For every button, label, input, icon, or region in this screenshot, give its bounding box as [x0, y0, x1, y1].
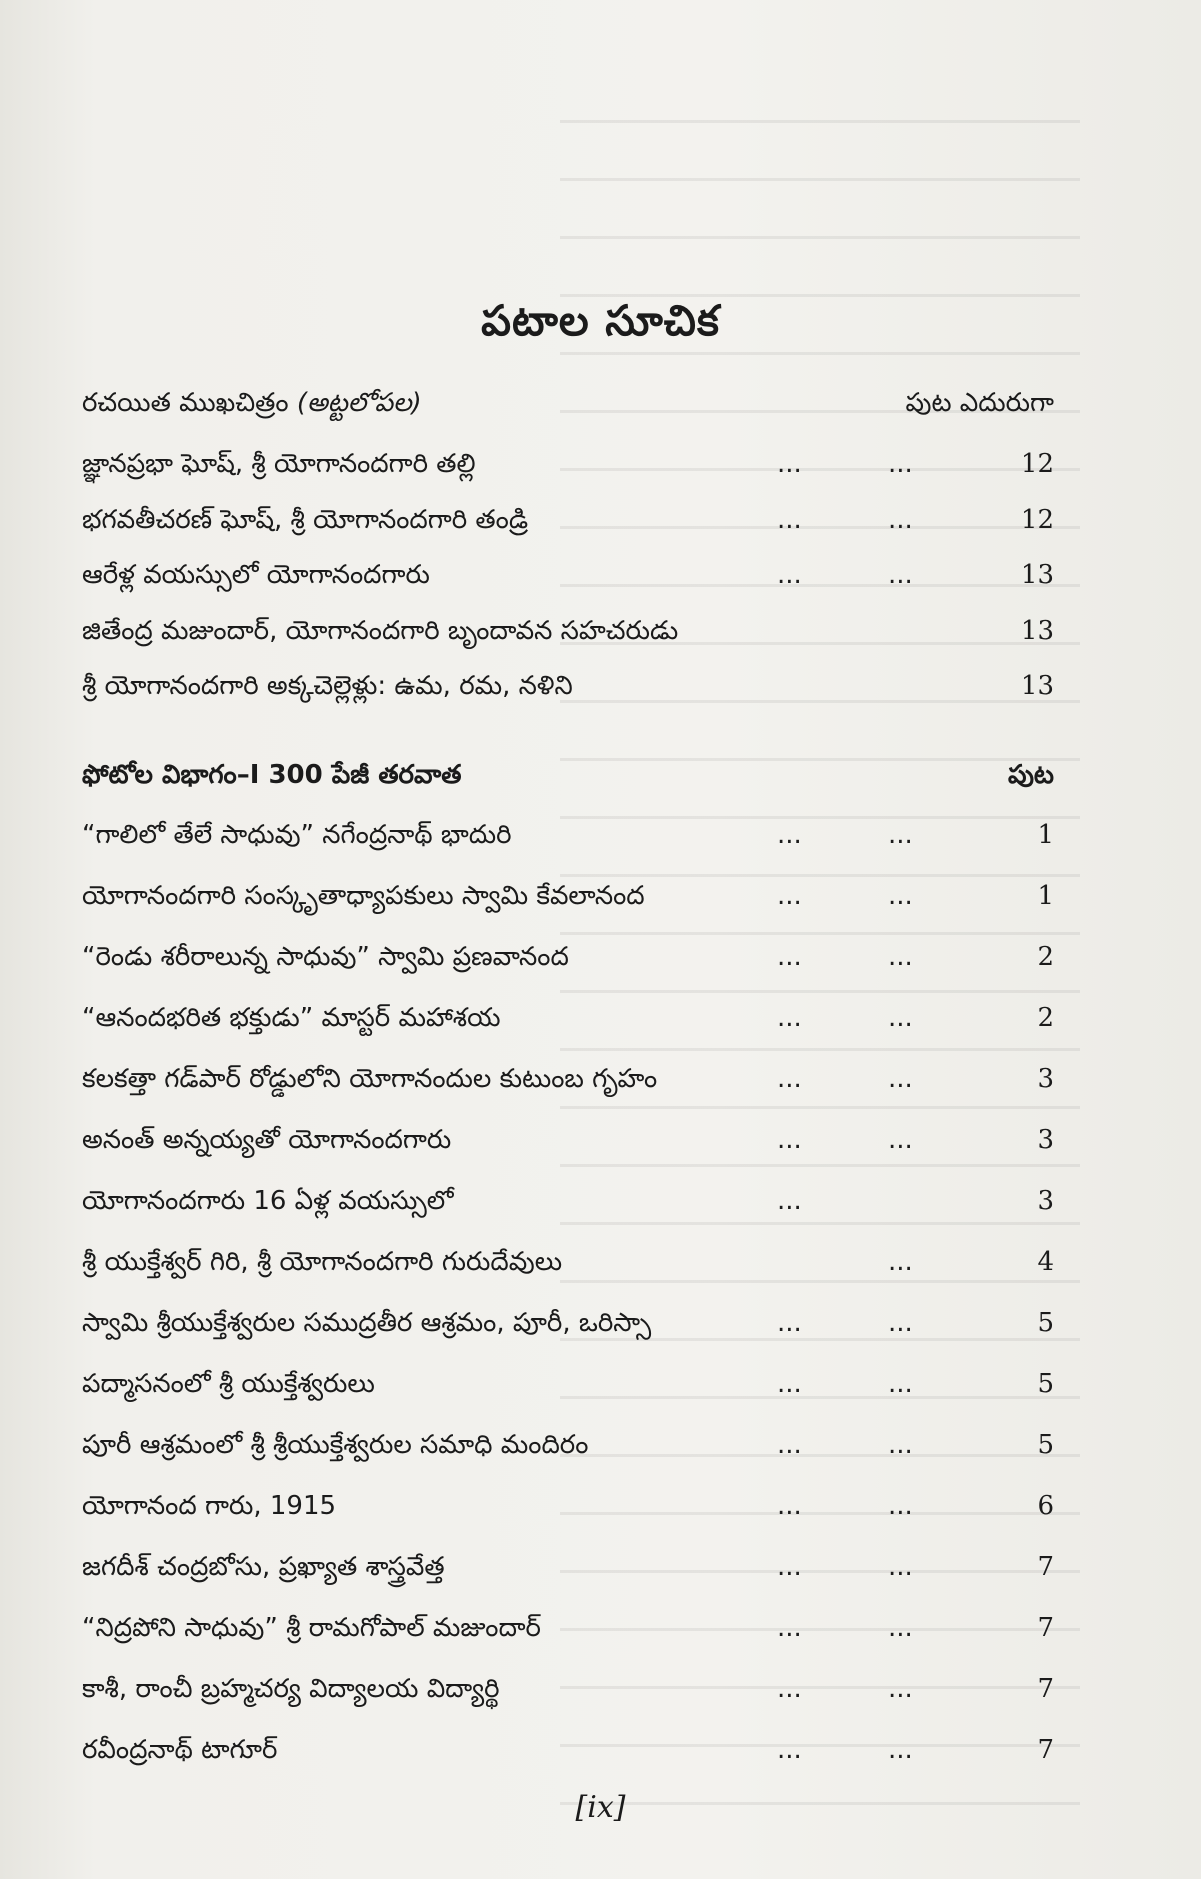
list-item [82, 1120, 1054, 1160]
list-item [82, 1608, 1054, 1648]
leader-dots: ... [888, 1613, 913, 1643]
entry-label: “నిద్రపోని సాధువు” శ్రీ రామగోపాల్ మజుందార్ [82, 1613, 541, 1643]
leader-dots: ... [777, 1491, 802, 1521]
list-item [82, 1242, 1054, 1282]
entry-page-number: 2 [1037, 942, 1054, 972]
entry-page-number: 13 [1020, 615, 1054, 646]
leader-dots: ... [888, 820, 913, 850]
list-item [82, 500, 1054, 540]
leader-dots: ... [777, 1125, 802, 1155]
entry-label: శ్రీ యోగానందగారి అక్కచెల్లెళ్లు: ఉమ, రమ, నళిని [82, 671, 573, 701]
leader-dots: ... [888, 1735, 913, 1765]
leader-dots: ... [777, 820, 802, 850]
entry-page-number: 4 [1037, 1247, 1054, 1277]
page-number: [ix] [575, 1790, 626, 1825]
leader-dots: ... [888, 449, 913, 479]
list-item [82, 1547, 1054, 1587]
list-item [82, 444, 1054, 484]
list-item [82, 815, 1054, 855]
entry-page-number: 13 [1020, 560, 1054, 590]
leader-dots: ... [888, 1369, 913, 1399]
leader-dots: ... [777, 1064, 802, 1094]
leader-dots: ... [888, 1125, 913, 1155]
leader-dots: ... [888, 881, 913, 911]
leader-dots: ... [777, 1369, 802, 1399]
leader-dots: ... [888, 1552, 913, 1582]
section2-header [82, 755, 1054, 795]
leader-dots: ... [777, 1430, 802, 1460]
leader-dots: ... [777, 1613, 802, 1643]
list-item [82, 611, 1054, 651]
leader-dots: ... [777, 1186, 802, 1216]
entry-label: జితేంద్ర మజుందార్, యోగానందగారి బృందావన సహచరుడు [82, 615, 679, 646]
entry-page-number: 1 [1037, 820, 1054, 850]
entry-label: పూరీ ఆశ్రమంలో శ్రీ శ్రీయుక్తేశ్వరుల సమాధి మందిరం [82, 1430, 589, 1460]
entry-page-number: 3 [1037, 1186, 1054, 1216]
entry-page-number: 12 [1020, 504, 1054, 535]
page-title: పటాల సూచిక [481, 296, 720, 345]
leader-dots: ... [777, 881, 802, 911]
list-item [82, 1181, 1054, 1221]
entry-label: భగవతీచరణ్ ఘోష్, శ్రీ యోగానందగారి తండ్రి [82, 504, 529, 535]
leader-dots: ... [888, 560, 913, 590]
list-item [82, 876, 1054, 916]
leader-dots: ... [888, 1674, 913, 1704]
entry-page-number: 2 [1037, 1003, 1054, 1033]
entry-page-number: 6 [1037, 1491, 1054, 1521]
entry-label: “గాలిలో తేలే సాధువు” నగేంద్రనాథ్ భాదురి [82, 820, 512, 850]
entry-label: రవీంద్రనాథ్ టాగూర్ [82, 1735, 278, 1765]
entry-page-number: 7 [1037, 1552, 1054, 1582]
leader-dots: ... [777, 560, 802, 590]
leader-dots: ... [888, 1247, 913, 1277]
list-item [82, 555, 1054, 595]
leader-dots: ... [777, 1735, 802, 1765]
entry-page-number: 7 [1037, 1674, 1054, 1704]
list-item [82, 1303, 1054, 1343]
list-item [82, 937, 1054, 977]
entry-label: “ఆనందభరిత భక్తుడు” మాస్టర్ మహాశయ [82, 1003, 501, 1033]
list-item [82, 1425, 1054, 1465]
list-item [82, 1730, 1054, 1770]
entry-label: “రెండు శరీరాలున్న సాధువు” స్వామి ప్రణవానంద [82, 942, 569, 972]
list-item [82, 1364, 1054, 1404]
leader-dots: ... [888, 1064, 913, 1094]
section2-header-page-label: పుట [1007, 760, 1054, 790]
leader-dots: ... [888, 942, 913, 972]
entry-label: ఆరేళ్ల వయస్సులో యోగానందగారు [82, 560, 430, 590]
entry-page-number: 1 [1037, 881, 1054, 911]
frontispiece-label: రచయిత ముఖచిత్రం (అట్టలోపల) [82, 388, 422, 418]
leader-dots: ... [888, 1308, 913, 1338]
entry-label: పద్మాసనంలో శ్రీ యుక్తేశ్వరులు [82, 1369, 375, 1399]
list-item [82, 998, 1054, 1038]
entry-page-number: 13 [1020, 671, 1054, 701]
entry-page-number: 5 [1037, 1308, 1054, 1338]
entry-page-number: 5 [1037, 1430, 1054, 1460]
list-item [82, 1486, 1054, 1526]
leader-dots: ... [777, 449, 802, 479]
entry-label: యోగానందగారు 16 ఏళ్ల వయస్సులో [82, 1186, 454, 1216]
section2-header-label: ఫోటోల విభాగం–I 300 పేజీ తరవాత [82, 760, 462, 790]
frontispiece-page-label: పుట ఎదురుగా [905, 388, 1054, 418]
entry-label: యోగానందగారి సంస్కృతాధ్యాపకులు స్వామి కేవలానంద [82, 881, 645, 911]
entry-label: యోగానంద గారు, 1915 [82, 1491, 337, 1521]
leader-dots: ... [777, 1552, 802, 1582]
entry-label: కలకత్తా గడ్‌పార్ రోడ్డులోని యోగానందుల కుటుంబ గృహం [82, 1064, 658, 1094]
frontispiece-note: (అట్టలోపల) [296, 388, 422, 418]
entry-label: శ్రీ యుక్తేశ్వర్ గిరి, శ్రీ యోగానందగారి గురుదేవులు [82, 1247, 563, 1277]
list-item [82, 666, 1054, 706]
entry-label: స్వామి శ్రీయుక్తేశ్వరుల సముద్రతీర ఆశ్రమం, పూరీ, ఒరిస్సా [82, 1308, 652, 1338]
entry-label: జగదీశ్ చంద్రబోసు, ప్రఖ్యాత శాస్త్రవేత్త [82, 1552, 445, 1582]
leader-dots: ... [777, 1003, 802, 1033]
leader-dots: ... [888, 504, 913, 535]
leader-dots: ... [777, 1674, 802, 1704]
frontispiece-row [82, 383, 1054, 423]
entry-page-number: 12 [1020, 449, 1054, 479]
leader-dots: ... [777, 1308, 802, 1338]
entry-page-number: 5 [1037, 1369, 1054, 1399]
entry-label: కాశీ, రాంచీ బ్రహ్మచర్య విద్యాలయ విద్యార్థి [82, 1674, 500, 1704]
entry-page-number: 3 [1037, 1064, 1054, 1094]
entry-page-number: 7 [1037, 1735, 1054, 1765]
entry-page-number: 3 [1037, 1125, 1054, 1155]
leader-dots: ... [777, 942, 802, 972]
list-item [82, 1669, 1054, 1709]
leader-dots: ... [888, 1003, 913, 1033]
list-item [82, 1059, 1054, 1099]
leader-dots: ... [777, 504, 802, 535]
leader-dots: ... [888, 1430, 913, 1460]
leader-dots: ... [888, 1491, 913, 1521]
entry-page-number: 7 [1037, 1613, 1054, 1643]
entry-label: అనంత్ అన్నయ్యతో యోగానందగారు [82, 1125, 452, 1155]
entry-label: జ్ఞానప్రభా ఘోష్, శ్రీ యోగానందగారి తల్లి [82, 449, 476, 479]
